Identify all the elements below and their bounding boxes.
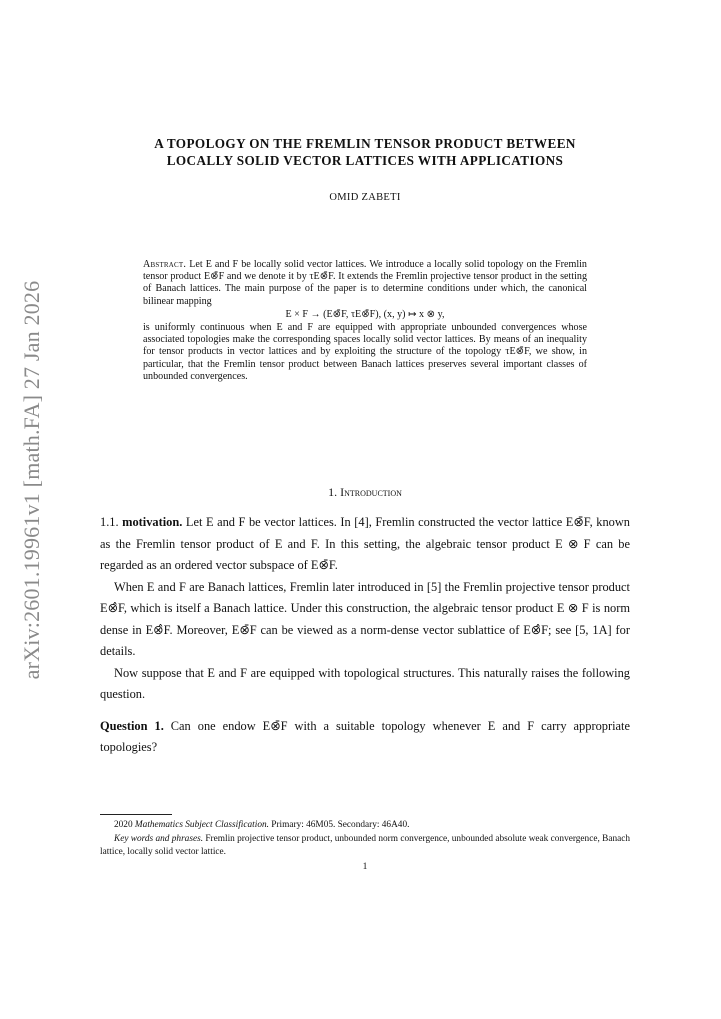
footnote-keywords (100, 833, 630, 860)
question-label: Question 1. (100, 718, 164, 733)
question-text: Can one endow E⊗̄F with a suitable topology whenever E and F carry appropriate topologies? (100, 718, 630, 754)
abstract-text-1: Let E and F be locally solid vector lattices. We introduce a locally solid topology on the Fremlin tensor product E⊗̄F and we denote it by τE⊗̄F. It extends the Fremlin projective tensor product in the setting of Banach lattices. The main purpose of the paper is to determine conditions under which, the canonical bilinear mapping (143, 259, 587, 307)
footnote-msc-text: Primary: 46M05. Secondary: 46A40. (271, 820, 410, 830)
footnote-keywords-text: Fremlin projective tensor product, unbounded norm convergence, unbounded absolute weak convergence, Banach lattice, locally solid vector lattice. (100, 833, 630, 857)
footnote-keywords-label: Key words and phrases. (114, 833, 204, 844)
paragraph-3: Now suppose that E and F are equipped with topological structures. This naturally raises the following question. (100, 665, 630, 701)
section-title: Introduction (340, 485, 402, 499)
abstract-text-2: is uniformly continuous when E and F are equipped with appropriate unbounded convergences whose associated topologies make the corresponding spaces locally solid vector lattices. By means of an inequality for tensor products in vector lattices and by exploiting the structure of the topology τE⊗̄F, we show, in particular, that the Fremlin tensor product between Banach lattices preserves several important classes of unbounded convergences. (143, 322, 587, 382)
author-name: OMID ZABETI (329, 192, 401, 203)
section-heading (90, 485, 640, 500)
paragraph-motivation (100, 512, 630, 577)
footnote-rule (100, 814, 172, 815)
footnotes (100, 819, 630, 860)
page-number: 1 (362, 862, 368, 872)
footnote-msc-year: 2020 (114, 820, 133, 830)
footnote-msc (100, 819, 630, 833)
abstract-label: Abstract. (143, 259, 187, 270)
abstract (143, 259, 587, 383)
body-text (100, 512, 630, 759)
abstract-display-equation: E × F → (E⊗̄F, τE⊗̄F), (x, y) ↦ x ⊗ y, (285, 308, 445, 320)
paragraph-2: When E and F are Banach lattices, Fremlin later introduced in [5] the Fremlin projective tensor product E⊗̂F, which is itself a Banach lattice. Under this construction, the algebraic tensor product E ⊗ F is norm dense in E⊗̂F. Moreover, E⊗̄F can be viewed as a norm-dense vector sublattice of E⊗̂F; see [5, 1A] for details. (100, 579, 630, 658)
title-line-1: A TOPOLOGY ON THE FREMLIN TENSOR PRODUCT BETWEEN (154, 136, 576, 151)
subsection-number: 1.1. (100, 515, 119, 529)
subsection-heading: motivation. (122, 515, 183, 529)
footnote-msc-label: Mathematics Subject Classification. (134, 820, 269, 830)
paragraph-1-text: Let E and F be vector lattices. In [4], Fremlin constructed the vector lattice E⊗̄F, known as the Fremlin tensor product of E and F. In this setting, the algebraic tensor product E ⊗ F can be regarded as an ordered vector subspace of E⊗̄F. (100, 515, 630, 572)
arxiv-sidebar-stamp (10, 280, 54, 680)
arxiv-identifier: arXiv:2601.19961v1 [math.FA] 27 Jan 2026 (19, 280, 44, 680)
paper-title (90, 136, 640, 169)
section-number: 1. (328, 485, 338, 499)
title-line-2: LOCALLY SOLID VECTOR LATTICES WITH APPLICATIONS (166, 152, 564, 168)
question-1 (100, 716, 630, 759)
